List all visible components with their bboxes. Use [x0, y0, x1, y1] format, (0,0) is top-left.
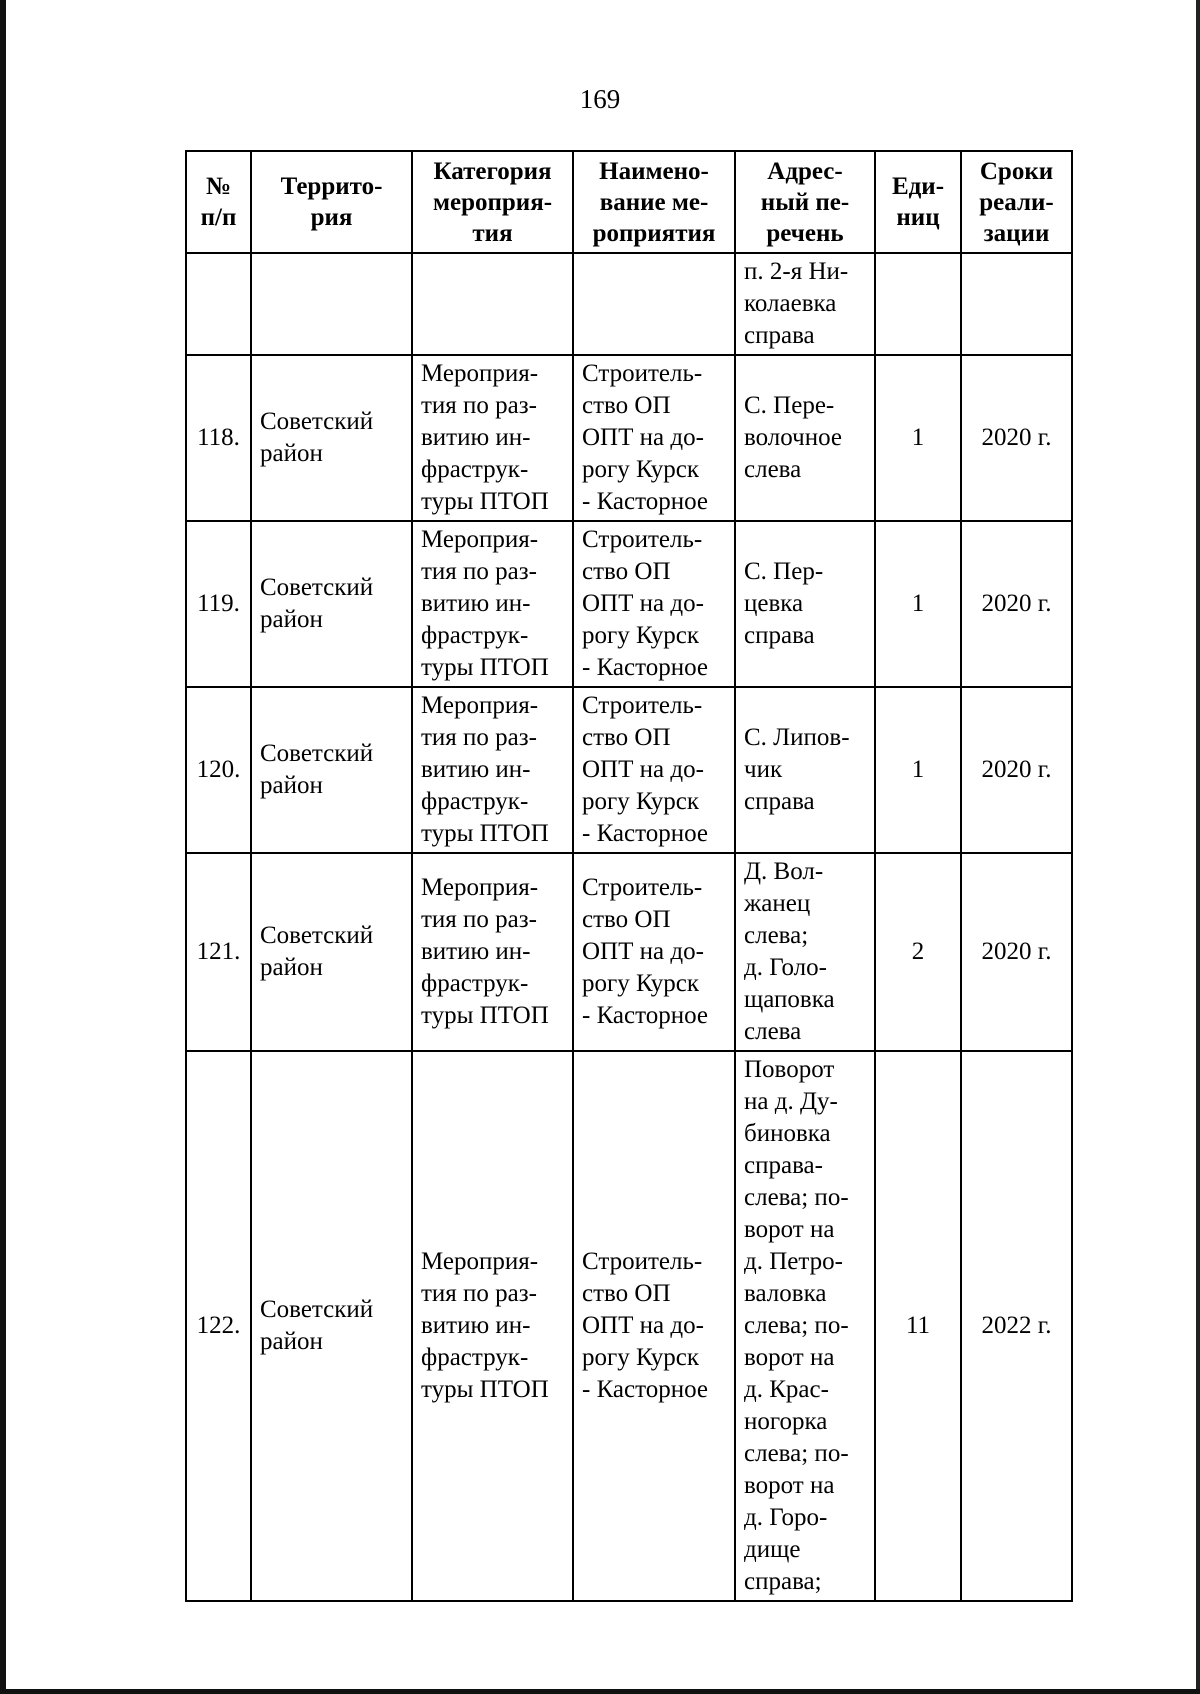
cell-num: 122.	[186, 1051, 251, 1601]
cell-category: Мероприя- тия по раз- витию ин- фраструк- туры ПТОП	[412, 355, 573, 521]
cell-address: С. Липов- чик справа	[735, 687, 875, 853]
cell-address: С. Пере- волочное слева	[735, 355, 875, 521]
cell-term: 2020 г.	[961, 687, 1072, 853]
cell-address: п. 2-я Ни- колаевка справа	[735, 253, 875, 355]
cell-category	[412, 253, 573, 355]
cell-category: Мероприя- тия по раз- витию ин- фраструк- туры ПТОП	[412, 687, 573, 853]
cell-territory: Советский район	[251, 355, 412, 521]
header-units: Еди- ниц	[875, 151, 961, 253]
cell-name	[573, 253, 735, 355]
cell-territory: Советский район	[251, 1051, 412, 1601]
table-row	[186, 687, 1072, 853]
cell-num: 118.	[186, 355, 251, 521]
cell-name: Строитель- ство ОП ОПТ на до- рогу Курск - Касторное	[573, 521, 735, 687]
cell-units: 1	[875, 521, 961, 687]
table-row	[186, 355, 1072, 521]
cell-num: 119.	[186, 521, 251, 687]
cell-territory: Советский район	[251, 521, 412, 687]
table-row	[186, 521, 1072, 687]
cell-category: Мероприя- тия по раз- витию ин- фраструк- туры ПТОП	[412, 1051, 573, 1601]
table-row-continuation	[186, 253, 1072, 355]
cell-units: 11	[875, 1051, 961, 1601]
header-category: Категория мероприя- тия	[412, 151, 573, 253]
cell-num: 121.	[186, 853, 251, 1051]
cell-units: 1	[875, 355, 961, 521]
scan-edge-right	[1196, 0, 1200, 1694]
scan-edge-left	[0, 0, 6, 1694]
table-header-row	[186, 151, 1072, 253]
cell-units: 1	[875, 687, 961, 853]
cell-address: С. Пер- цевка справа	[735, 521, 875, 687]
header-num: № п/п	[186, 151, 251, 253]
table-row	[186, 1051, 1072, 1601]
header-term: Сроки реали- зации	[961, 151, 1072, 253]
page-number: 169	[579, 84, 621, 114]
cell-term: 2020 г.	[961, 853, 1072, 1051]
table-row	[186, 853, 1072, 1051]
header-name: Наимено- вание ме- роприятия	[573, 151, 735, 253]
header-address: Адрес- ный пе- речень	[735, 151, 875, 253]
cell-num	[186, 253, 251, 355]
cell-name: Строитель- ство ОП ОПТ на до- рогу Курск - Касторное	[573, 687, 735, 853]
cell-name: Строитель- ство ОП ОПТ на до- рогу Курск - Касторное	[573, 853, 735, 1051]
cell-units: 2	[875, 853, 961, 1051]
cell-term	[961, 253, 1072, 355]
cell-num: 120.	[186, 687, 251, 853]
cell-name: Строитель- ство ОП ОПТ на до- рогу Курск - Касторное	[573, 1051, 735, 1601]
cell-term: 2020 г.	[961, 521, 1072, 687]
cell-territory: Советский район	[251, 687, 412, 853]
measures-table	[185, 150, 1073, 1602]
cell-territory	[251, 253, 412, 355]
cell-name: Строитель- ство ОП ОПТ на до- рогу Курск - Касторное	[573, 355, 735, 521]
cell-territory: Советский район	[251, 853, 412, 1051]
scan-edge-bottom	[0, 1689, 1200, 1694]
cell-address: Д. Вол- жанец слева; д. Голо- щаповка слева	[735, 853, 875, 1051]
header-territory: Террито- рия	[251, 151, 412, 253]
cell-address: Поворот на д. Ду- биновка справа- слева; по- ворот на д. Петро- валовка слева; по- ворот на д. Крас- ногорка слева; по- ворот на д. Горо- дище справа;	[735, 1051, 875, 1601]
cell-category: Мероприя- тия по раз- витию ин- фраструк- туры ПТОП	[412, 853, 573, 1051]
cell-term: 2022 г.	[961, 1051, 1072, 1601]
cell-units	[875, 253, 961, 355]
cell-category: Мероприя- тия по раз- витию ин- фраструк- туры ПТОП	[412, 521, 573, 687]
cell-term: 2020 г.	[961, 355, 1072, 521]
